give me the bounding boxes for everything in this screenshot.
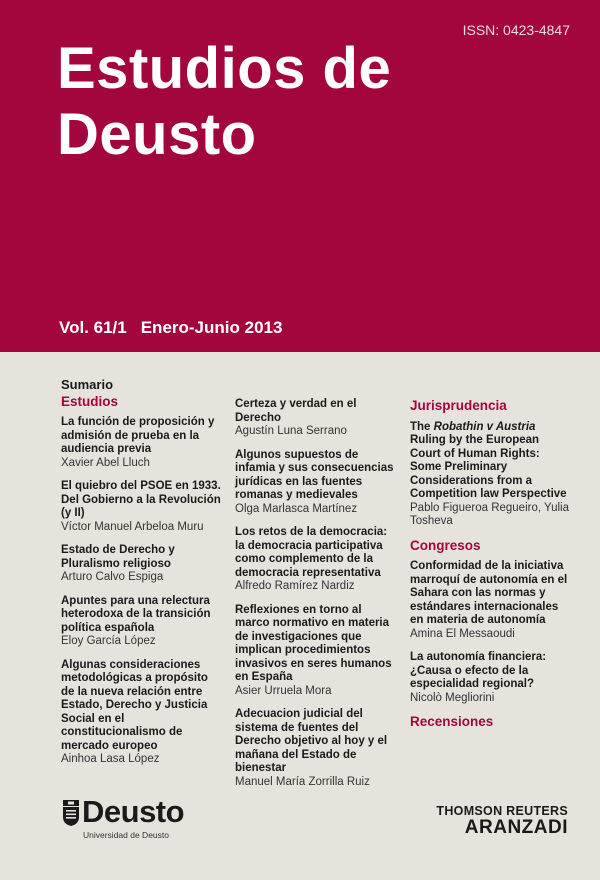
article-author: Ainhoa Lasa López	[61, 753, 160, 765]
title-pre: The	[410, 420, 434, 433]
article-title: El quiebro del PSOE en 1933. Del Gobierno a la Revolución (y II)	[61, 480, 221, 519]
article-title: Algunas consideraciones metodológicas a propósito de la nueva relación entre Estado, Derecho y Justicia Social en el constitucionalismo de mercado europeo	[61, 658, 208, 752]
article-item	[410, 560, 570, 641]
article-author: Manuel María Zorrilla Ruiz	[235, 775, 370, 788]
article-author: Amina El Messaoudi	[410, 627, 515, 640]
publisher-bottom: ARANZADI	[464, 817, 568, 838]
article-item	[61, 480, 221, 534]
title-italic-case: Robathin v Austria	[433, 420, 536, 433]
section-jurisprudencia: Jurisprudencia	[410, 398, 507, 413]
article-title: Apuntes para una relectura heterodoxa de la transición política española	[61, 594, 211, 634]
article-item	[235, 449, 395, 517]
issn: ISSN: 0423-4847	[462, 22, 570, 38]
article-author: Eloy García López	[61, 635, 156, 647]
article-item	[410, 651, 570, 705]
title-post: Ruling by the European Court of Human Rights: Some Preliminary Considerations from a Competition law Perspective	[410, 434, 567, 500]
article-title: Reflexiones en torno al marco normativo en materia de investigaciones que implican procedimientos invasivos en seres humanos en España	[235, 603, 392, 683]
article-author: Olga Marlasca Martínez	[235, 502, 358, 515]
article-title: Algunos supuestos de infamia y sus consecuencias jurídicas en las fuentes romanas y medievales	[235, 448, 394, 501]
article-author: Agustín Luna Serrano	[235, 425, 347, 437]
article-title: Certeza y verdad en el Derecho	[235, 398, 357, 424]
article-item	[235, 526, 395, 594]
volume-period: Enero-Junio 2013	[140, 318, 283, 337]
publisher-logo	[436, 804, 568, 838]
cover-header-band	[0, 0, 600, 352]
article-author: Pablo Figueroa Regueiro, Yulia Tosheva	[410, 501, 569, 527]
section-estudios: Estudios	[61, 393, 119, 409]
deusto-shield-icon	[62, 800, 80, 826]
article-item	[235, 398, 395, 439]
article-title	[410, 421, 570, 502]
article-title: Adecuacion judicial del sistema de fuentes del Derecho objetivo al hoy y el mañana del Estado de bienestar	[235, 708, 388, 774]
section-recensiones: Recensiones	[410, 714, 494, 729]
article-item	[235, 708, 395, 789]
volume-number: Vol. 61/1	[59, 318, 127, 337]
journal-title-line1: Estudios de	[57, 36, 392, 101]
contents-column-1	[61, 378, 221, 777]
article-title: Los retos de la democracia: la democracia participativa como complemento de la democracia representativa	[235, 526, 388, 579]
journal-title-line2: Deusto	[57, 102, 257, 167]
article-author: Nicolò Megliorini	[410, 691, 495, 704]
article-item	[61, 595, 221, 649]
volume-info	[59, 318, 282, 338]
article-author: Arturo Calvo Espiga	[61, 571, 164, 583]
article-item	[61, 659, 221, 767]
contents-column-3	[410, 399, 570, 737]
article-title: Conformidad de la iniciativa marroquí de autonomía en el Sahara con las normas y estándares internacionales en materia de autonomía	[410, 560, 568, 626]
article-item	[61, 544, 221, 585]
article-item	[410, 421, 570, 529]
article-title: Estado de Derecho y Pluralismo religioso	[61, 544, 175, 570]
sumario-heading: Sumario	[61, 377, 114, 392]
article-author: Alfredo Ramírez Nardiz	[235, 580, 355, 592]
article-item	[235, 604, 395, 699]
contents-column-2	[235, 398, 395, 799]
publisher-top: THOMSON REUTERS	[436, 804, 568, 818]
section-congresos: Congresos	[410, 537, 481, 553]
article-title: La función de proposición y admisión de prueba en la audiencia previa	[61, 416, 215, 455]
article-author: Asier Urruela Mora	[235, 684, 332, 697]
article-author: Xavier Abel Lluch	[61, 456, 150, 469]
article-author: Víctor Manuel Arbeloa Muru	[61, 520, 204, 533]
journal-title	[57, 36, 391, 168]
article-item	[61, 416, 221, 470]
deusto-subtitle: Universidad de Deusto	[83, 830, 169, 840]
article-title: La autonomía financiera: ¿Causa o efecto de la especialidad regional?	[410, 651, 547, 690]
deusto-wordmark: Deusto	[82, 794, 185, 829]
deusto-logo	[62, 794, 232, 844]
